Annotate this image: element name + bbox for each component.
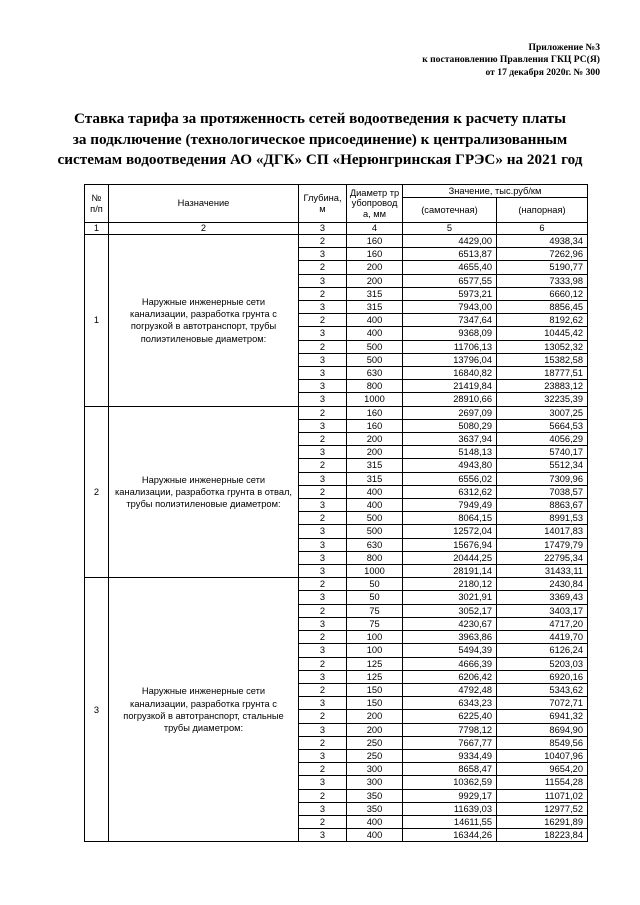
- group-number: 2: [85, 406, 109, 578]
- cell-pressure-value: 18223,84: [497, 829, 588, 842]
- cell-gravity-value: 6577,55: [403, 274, 497, 287]
- cell-gravity-value: 3052,17: [403, 604, 497, 617]
- cell-depth: 3: [299, 723, 347, 736]
- cell-depth: 3: [299, 565, 347, 578]
- group-number: 1: [85, 235, 109, 407]
- cell-depth: 2: [299, 287, 347, 300]
- cell-depth: 2: [299, 340, 347, 353]
- cell-gravity-value: 9929,17: [403, 789, 497, 802]
- cell-gravity-value: 20444,25: [403, 551, 497, 564]
- group-purpose: Наружные инженерные сети канализации, разработка грунта с погрузкой в автотранспорт, стальные трубы диаметром:: [109, 578, 299, 842]
- cell-depth: 2: [299, 604, 347, 617]
- cell-pressure-value: 4056,29: [497, 433, 588, 446]
- cell-depth: 3: [299, 419, 347, 432]
- cell-diameter: 160: [347, 248, 403, 261]
- cell-diameter: 250: [347, 736, 403, 749]
- cell-depth: 3: [299, 248, 347, 261]
- cell-pressure-value: 8192,62: [497, 314, 588, 327]
- cell-diameter: 200: [347, 710, 403, 723]
- cell-pressure-value: 5740,17: [497, 446, 588, 459]
- cell-gravity-value: 3021,91: [403, 591, 497, 604]
- cell-diameter: 160: [347, 419, 403, 432]
- cell-diameter: 400: [347, 327, 403, 340]
- cell-depth: 3: [299, 301, 347, 314]
- header-value: Значение, тыс.руб/км: [403, 185, 588, 198]
- cell-depth: 2: [299, 789, 347, 802]
- cell-depth: 3: [299, 670, 347, 683]
- cell-pressure-value: 6126,24: [497, 644, 588, 657]
- cell-gravity-value: 6225,40: [403, 710, 497, 723]
- cell-diameter: 150: [347, 697, 403, 710]
- cell-gravity-value: 5973,21: [403, 287, 497, 300]
- cell-pressure-value: 3007,25: [497, 406, 588, 419]
- cell-depth: 2: [299, 578, 347, 591]
- cell-gravity-value: 21419,84: [403, 380, 497, 393]
- cell-depth: 3: [299, 472, 347, 485]
- cell-depth: 3: [299, 802, 347, 815]
- col-number-6: 6: [497, 223, 588, 235]
- cell-pressure-value: 31433,11: [497, 565, 588, 578]
- cell-diameter: 200: [347, 274, 403, 287]
- cell-gravity-value: 28910,66: [403, 393, 497, 406]
- cell-diameter: 500: [347, 353, 403, 366]
- cell-diameter: 500: [347, 512, 403, 525]
- cell-depth: 2: [299, 261, 347, 274]
- cell-diameter: 400: [347, 314, 403, 327]
- cell-depth: 3: [299, 353, 347, 366]
- cell-gravity-value: 4943,80: [403, 459, 497, 472]
- cell-diameter: 125: [347, 657, 403, 670]
- cell-depth: 3: [299, 327, 347, 340]
- cell-diameter: 315: [347, 459, 403, 472]
- title-line-1: Ставка тарифа за протяженность сетей водоотведения к расчету платы: [74, 110, 566, 127]
- cell-pressure-value: 4717,20: [497, 617, 588, 630]
- appendix-line-3: от 17 декабря 2020г. № 300: [485, 66, 600, 78]
- cell-depth: 3: [299, 617, 347, 630]
- cell-diameter: 75: [347, 617, 403, 630]
- cell-pressure-value: 9654,20: [497, 763, 588, 776]
- cell-gravity-value: 13796,04: [403, 353, 497, 366]
- cell-diameter: 160: [347, 406, 403, 419]
- group-number: 3: [85, 578, 109, 842]
- cell-diameter: 200: [347, 446, 403, 459]
- cell-gravity-value: 6343,23: [403, 697, 497, 710]
- cell-diameter: 400: [347, 499, 403, 512]
- cell-diameter: 50: [347, 591, 403, 604]
- cell-gravity-value: 7798,12: [403, 723, 497, 736]
- cell-pressure-value: 5203,03: [497, 657, 588, 670]
- cell-diameter: 200: [347, 261, 403, 274]
- group-purpose: Наружные инженерные сети канализации, разработка грунта с погрузкой в автотранспорт, трубы полиэтиленовые диаметром:: [109, 235, 299, 407]
- cell-diameter: 200: [347, 433, 403, 446]
- cell-depth: 2: [299, 459, 347, 472]
- cell-diameter: 400: [347, 485, 403, 498]
- cell-gravity-value: 8064,15: [403, 512, 497, 525]
- cell-diameter: 125: [347, 670, 403, 683]
- title-line-2: за подключение (технологическое присоединение) к централизованным: [72, 130, 568, 148]
- header-depth: Глубина, м: [299, 185, 347, 223]
- cell-depth: 2: [299, 710, 347, 723]
- cell-diameter: 50: [347, 578, 403, 591]
- cell-gravity-value: 6312,62: [403, 485, 497, 498]
- cell-pressure-value: 6941,32: [497, 710, 588, 723]
- cell-depth: 2: [299, 485, 347, 498]
- cell-diameter: 250: [347, 749, 403, 762]
- cell-pressure-value: 6920,16: [497, 670, 588, 683]
- cell-depth: 3: [299, 697, 347, 710]
- cell-pressure-value: 5190,77: [497, 261, 588, 274]
- cell-pressure-value: 5664,53: [497, 419, 588, 432]
- cell-gravity-value: 10362,59: [403, 776, 497, 789]
- cell-gravity-value: 4655,40: [403, 261, 497, 274]
- cell-pressure-value: 3369,43: [497, 591, 588, 604]
- cell-gravity-value: 4792,48: [403, 683, 497, 696]
- cell-depth: 3: [299, 446, 347, 459]
- cell-depth: 3: [299, 591, 347, 604]
- cell-pressure-value: 12977,52: [497, 802, 588, 815]
- document-title: [40, 109, 600, 171]
- table-row: [85, 578, 588, 591]
- cell-depth: 3: [299, 393, 347, 406]
- cell-diameter: 400: [347, 815, 403, 828]
- cell-pressure-value: 5343,62: [497, 683, 588, 696]
- cell-gravity-value: 4230,67: [403, 617, 497, 630]
- cell-diameter: 100: [347, 631, 403, 644]
- col-number-2: 2: [109, 223, 299, 235]
- cell-gravity-value: 6513,87: [403, 248, 497, 261]
- cell-diameter: 1000: [347, 393, 403, 406]
- cell-diameter: 800: [347, 380, 403, 393]
- cell-depth: 2: [299, 433, 347, 446]
- cell-pressure-value: 10407,96: [497, 749, 588, 762]
- cell-pressure-value: 13052,32: [497, 340, 588, 353]
- cell-gravity-value: 5080,29: [403, 419, 497, 432]
- cell-gravity-value: 4666,39: [403, 657, 497, 670]
- cell-gravity-value: 4429,00: [403, 235, 497, 248]
- appendix-line-2: к постановлению Правления ГКЦ РС(Я): [422, 54, 600, 66]
- cell-pressure-value: 22795,34: [497, 551, 588, 564]
- cell-gravity-value: 7667,77: [403, 736, 497, 749]
- cell-gravity-value: 8658,47: [403, 763, 497, 776]
- cell-depth: 3: [299, 274, 347, 287]
- cell-diameter: 800: [347, 551, 403, 564]
- cell-pressure-value: 32235,39: [497, 393, 588, 406]
- col-number-1: 1: [85, 223, 109, 235]
- cell-depth: 3: [299, 380, 347, 393]
- appendix-block: [422, 42, 600, 79]
- cell-depth: 3: [299, 776, 347, 789]
- col-number-4: 4: [347, 223, 403, 235]
- cell-diameter: 500: [347, 525, 403, 538]
- cell-pressure-value: 17479,79: [497, 538, 588, 551]
- col-number-3: 3: [299, 223, 347, 235]
- cell-depth: 2: [299, 736, 347, 749]
- cell-pressure-value: 8991,53: [497, 512, 588, 525]
- cell-gravity-value: 15676,94: [403, 538, 497, 551]
- header-purpose: Назначение: [109, 185, 299, 223]
- cell-diameter: 315: [347, 287, 403, 300]
- cell-depth: 2: [299, 512, 347, 525]
- cell-gravity-value: 5494,39: [403, 644, 497, 657]
- cell-diameter: 150: [347, 683, 403, 696]
- cell-depth: 2: [299, 314, 347, 327]
- cell-gravity-value: 5148,13: [403, 446, 497, 459]
- cell-gravity-value: 9368,09: [403, 327, 497, 340]
- cell-diameter: 75: [347, 604, 403, 617]
- cell-gravity-value: 16344,26: [403, 829, 497, 842]
- cell-pressure-value: 4419,70: [497, 631, 588, 644]
- cell-gravity-value: 3637,94: [403, 433, 497, 446]
- cell-pressure-value: 6660,12: [497, 287, 588, 300]
- cell-gravity-value: 2697,09: [403, 406, 497, 419]
- title-line-3: системам водоотведения АО «ДГК» СП «Нерюнгринская ГРЭС» на 2021 год: [57, 151, 583, 168]
- cell-pressure-value: 8549,56: [497, 736, 588, 749]
- header-pressure: (напорная): [497, 198, 588, 223]
- cell-depth: 2: [299, 406, 347, 419]
- cell-pressure-value: 3403,17: [497, 604, 588, 617]
- cell-diameter: 1000: [347, 565, 403, 578]
- cell-diameter: 200: [347, 723, 403, 736]
- cell-diameter: 500: [347, 340, 403, 353]
- cell-diameter: 315: [347, 472, 403, 485]
- cell-gravity-value: 28191,14: [403, 565, 497, 578]
- cell-pressure-value: 14017,83: [497, 525, 588, 538]
- tariff-table: [84, 184, 588, 842]
- cell-depth: 2: [299, 763, 347, 776]
- group-purpose: Наружные инженерные сети канализации, разработка грунта в отвал, трубы полиэтиленовые диаметром:: [109, 406, 299, 578]
- cell-pressure-value: 4938,34: [497, 235, 588, 248]
- cell-diameter: 630: [347, 538, 403, 551]
- cell-diameter: 630: [347, 367, 403, 380]
- cell-pressure-value: 10445,42: [497, 327, 588, 340]
- cell-pressure-value: 8694,90: [497, 723, 588, 736]
- cell-diameter: 350: [347, 789, 403, 802]
- cell-depth: 3: [299, 538, 347, 551]
- cell-pressure-value: 2430,84: [497, 578, 588, 591]
- cell-depth: 3: [299, 499, 347, 512]
- cell-depth: 2: [299, 631, 347, 644]
- cell-gravity-value: 11639,03: [403, 802, 497, 815]
- cell-gravity-value: 16840,82: [403, 367, 497, 380]
- header-diameter: Диаметр трубопроводa, мм: [347, 185, 403, 223]
- cell-pressure-value: 8856,45: [497, 301, 588, 314]
- cell-pressure-value: 11554,28: [497, 776, 588, 789]
- cell-gravity-value: 9334,49: [403, 749, 497, 762]
- cell-pressure-value: 7262,96: [497, 248, 588, 261]
- cell-depth: 2: [299, 657, 347, 670]
- cell-gravity-value: 12572,04: [403, 525, 497, 538]
- cell-gravity-value: 7347,64: [403, 314, 497, 327]
- cell-pressure-value: 18777,51: [497, 367, 588, 380]
- cell-gravity-value: 3963,86: [403, 631, 497, 644]
- table-row: [85, 406, 588, 419]
- cell-gravity-value: 6556,02: [403, 472, 497, 485]
- cell-gravity-value: 11706,13: [403, 340, 497, 353]
- cell-gravity-value: 7949,49: [403, 499, 497, 512]
- cell-depth: 3: [299, 749, 347, 762]
- cell-pressure-value: 7072,71: [497, 697, 588, 710]
- cell-diameter: 160: [347, 235, 403, 248]
- cell-depth: 2: [299, 235, 347, 248]
- cell-depth: 3: [299, 525, 347, 538]
- cell-pressure-value: 7038,57: [497, 485, 588, 498]
- cell-depth: 3: [299, 829, 347, 842]
- appendix-line-1: Приложение №3: [528, 42, 600, 53]
- cell-pressure-value: 8863,67: [497, 499, 588, 512]
- header-num: № п/п: [85, 185, 109, 223]
- cell-depth: 3: [299, 551, 347, 564]
- cell-diameter: 400: [347, 829, 403, 842]
- cell-depth: 2: [299, 683, 347, 696]
- cell-pressure-value: 15382,58: [497, 353, 588, 366]
- cell-diameter: 350: [347, 802, 403, 815]
- col-number-5: 5: [403, 223, 497, 235]
- cell-gravity-value: 7943,00: [403, 301, 497, 314]
- cell-gravity-value: 2180,12: [403, 578, 497, 591]
- table-body: [85, 235, 588, 842]
- cell-diameter: 100: [347, 644, 403, 657]
- header-gravity: (самотечная): [403, 198, 497, 223]
- cell-diameter: 315: [347, 301, 403, 314]
- cell-pressure-value: 11071,02: [497, 789, 588, 802]
- cell-pressure-value: 7309,96: [497, 472, 588, 485]
- cell-pressure-value: 16291,89: [497, 815, 588, 828]
- cell-pressure-value: 5512,34: [497, 459, 588, 472]
- cell-pressure-value: 23883,12: [497, 380, 588, 393]
- cell-diameter: 300: [347, 776, 403, 789]
- table-row: [85, 235, 588, 248]
- cell-depth: 3: [299, 367, 347, 380]
- cell-depth: 3: [299, 644, 347, 657]
- cell-gravity-value: 14611,55: [403, 815, 497, 828]
- cell-diameter: 300: [347, 763, 403, 776]
- cell-depth: 2: [299, 815, 347, 828]
- cell-pressure-value: 7333,98: [497, 274, 588, 287]
- cell-gravity-value: 6206,42: [403, 670, 497, 683]
